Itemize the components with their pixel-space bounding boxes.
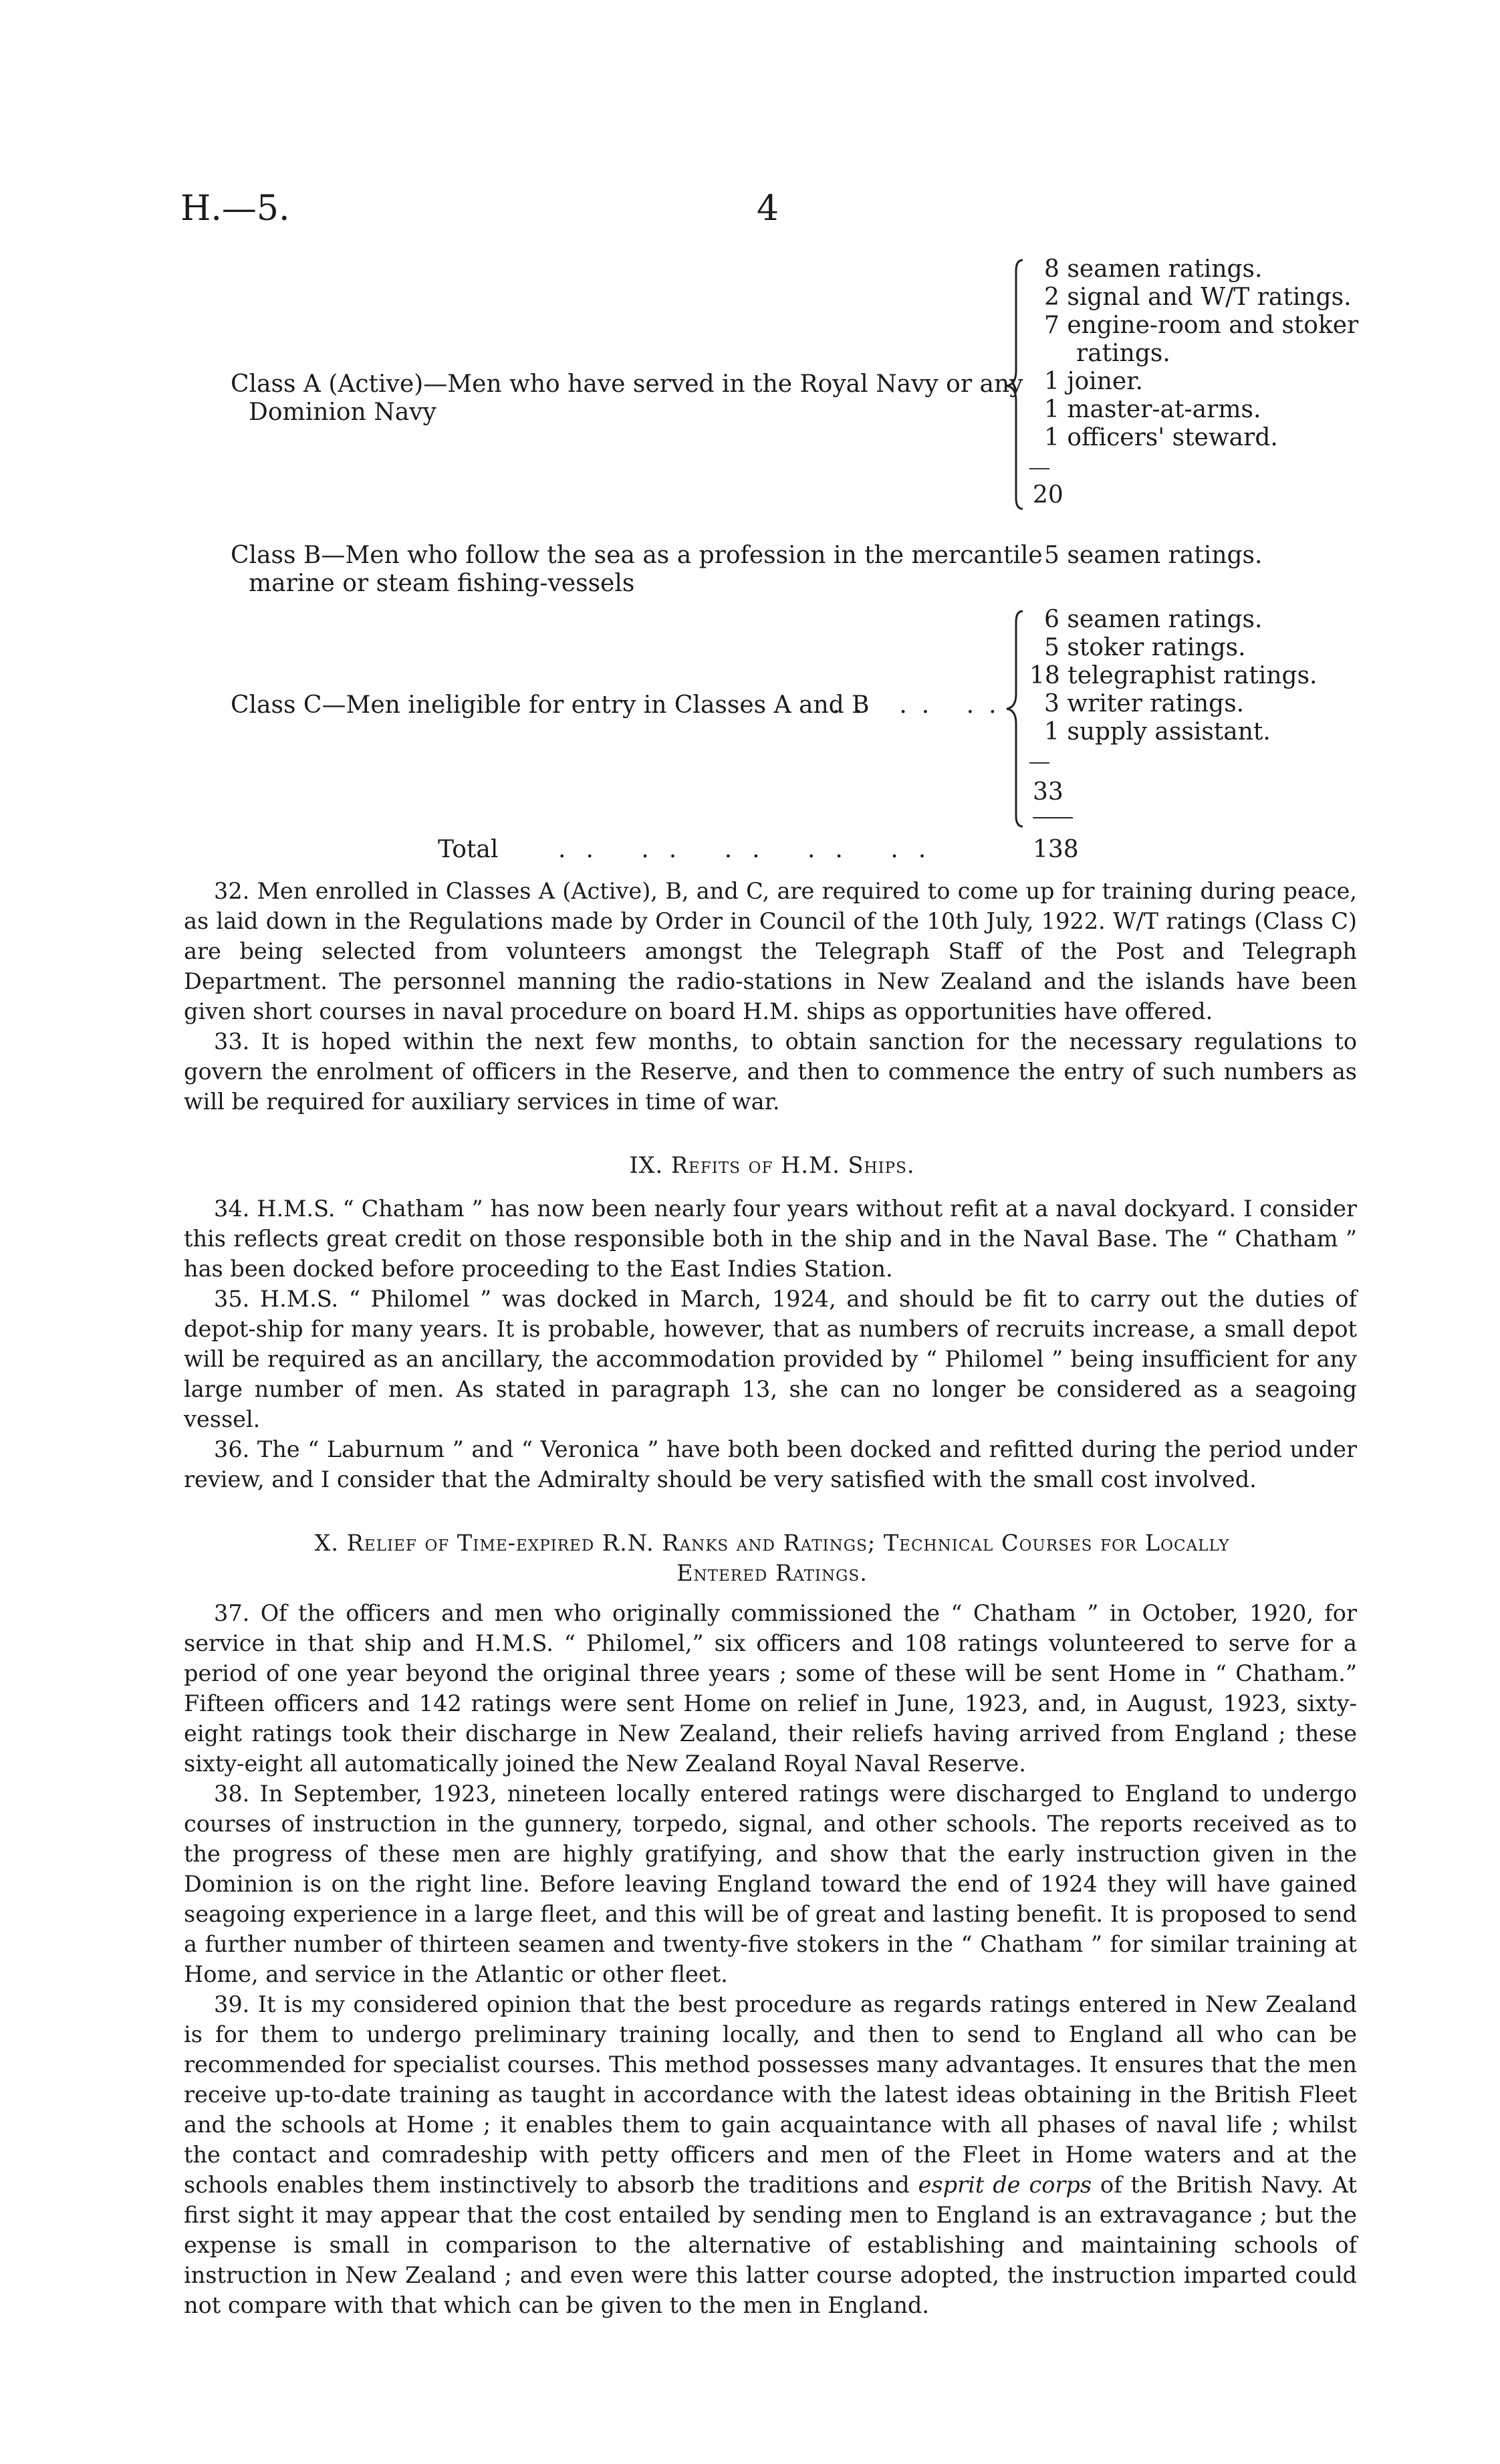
reserve-paragraphs	[184, 876, 1357, 1117]
class-a-item: 1 master-at-arms.	[1044, 396, 1261, 423]
paragraph-35: 35. H.M.S. “ Philomel ” was docked in March, 1924, and should be fit to carry out the duties of depot-ship for many years. It is probable, however, that as numbers of recruits increase, a small depot will be required as an ancillary, the accommodation provided by “ Philomel ” being insufficient for any large number of men. As stated in paragraph 13, she can no longer be considered as a seagoing vessel.	[184, 1286, 1357, 1432]
class-a-item: 7 engine-room and stoker	[1044, 312, 1359, 339]
paragraph-39-italic: esprit de corps	[918, 2172, 1092, 2198]
paragraph-38: 38. In September, 1923, nineteen locally entered ratings were discharged to England to undergo courses of instruction in the gunnery, torpedo, signal, and other schools. The reports received as to the progress of these men are highly gratifying, and show that the early instruction given in the Dominion is on the right line. Before leaving England toward the end of 1924 they will have gained seagoing experience in a large fleet, and this will be of great and lasting benefit. It is proposed to send a further number of thirteen seamen and twenty-five stokers in the “ Chatham ” for similar training at Home, and service in the Atlantic or other fleet.	[184, 1781, 1357, 1987]
class-a-brace	[1003, 257, 1029, 512]
class-c-item: 3 writer ratings.	[1044, 690, 1245, 717]
section-x-body	[184, 1598, 1357, 2320]
class-a-item: 1 officers' steward.	[1044, 424, 1278, 451]
class-c-total: 33	[1033, 778, 1064, 806]
class-a-item: 1 joiner.	[1044, 368, 1143, 395]
paragraph-36: 36. The “ Laburnum ” and “ Veronica ” have both been docked and refitted during the period under review, and I consider that the Admiralty should be very satisfied with the small cost involved.	[184, 1436, 1357, 1492]
class-a-subtotal-rule	[1029, 468, 1049, 469]
paragraph-39-part2: of the British Navy. At first sight it may appear that the cost entailed by sending men to England is an extravagance ; but the expense is small in comparison to the alternative of establishing and maintaining schools of instruction in New Zealand ; and even were this latter course adopted, the instruction imparted could not compare with that which can be given to the men in England.	[184, 2172, 1357, 2318]
class-c-item: 6 seamen ratings.	[1044, 606, 1263, 633]
page-number: 4	[757, 189, 779, 229]
paragraph-33: 33. It is hoped within the next few months, to obtain sanction for the necessary regulations to govern the enrolment of officers in the Reserve, and then to commence the entry of such numbers as will be required for auxiliary services in time of war.	[184, 1028, 1357, 1115]
paragraph-39-part1: 39. It is my considered opinion that the best procedure as regards ratings entered in New Zealand is for them to undergo preliminary training locally, and then to send to England all who can be recommended for specialist courses. This method possesses many advantages. It ensures that the men receive up-to-date training as taught in accordance with the latest ideas obtaining in the British Fleet and the schools at Home ; it enables them to gain acquaintance with all phases of naval life ; whilst the contact and comradeship with petty officers and men of the Fleet in Home waters and at the schools enables them instinctively to absorb the traditions and	[184, 1991, 1357, 2198]
class-c-subtotal-rule	[1029, 762, 1049, 764]
section-x-title	[167, 1528, 1377, 1588]
series-number: H.—5.	[180, 189, 290, 229]
class-a-item: 2 signal and W/T ratings.	[1044, 284, 1352, 311]
class-c-label: Class C—Men ineligible for entry in Classes A and B	[231, 691, 870, 719]
section-x-title-line2: Entered Ratings.	[676, 1560, 868, 1586]
class-b-label: Class B—Men who follow the sea as a profession in the mercantile	[231, 542, 1043, 569]
grand-total-value: 138	[1033, 836, 1079, 863]
grand-total-rule	[1033, 817, 1073, 818]
paragraph-37: 37. Of the officers and men who originally commissioned the “ Chatham ” in October, 1920, for service in that ship and H.M.S. “ Philomel,” six officers and 108 ratings volunteered to serve for a period of one year beyond the original three years ; some of these will be sent Home in “ Chatham.” Fifteen officers and 142 ratings were sent Home on relief in June, 1923, and, in August, 1923, sixty-eight ratings took their discharge in New Zealand, their reliefs having arrived from England ; these sixty-eight all automatically joined the New Zealand Royal Naval Reserve.	[184, 1600, 1357, 1777]
grand-total-label: Total	[438, 836, 499, 863]
class-c-leaders: .. .. ..	[832, 691, 1011, 719]
class-a-item: ratings.	[1076, 340, 1170, 367]
section-ix-title: IX. Refits of H.M. Ships.	[629, 1152, 915, 1178]
class-a-total: 20	[1033, 481, 1064, 509]
class-c-item: 5 stoker ratings.	[1044, 634, 1246, 661]
paragraph-34: 34. H.M.S. “ Chatham ” has now been nearly four years without refit at a naval dockyard. I consider this reflects great credit on those responsible both in the ship and in the Naval Base. The “ Chatham ” has been docked before proceeding to the East Indies Station.	[184, 1196, 1357, 1282]
grand-total-leaders: .. .. .. .. ..	[558, 836, 947, 863]
class-c-item: 1 supply assistant.	[1044, 718, 1271, 746]
class-c-brace	[1003, 608, 1029, 829]
class-c-item: 18 telegraphist ratings.	[1029, 662, 1318, 689]
section-ix-body	[184, 1194, 1357, 1494]
paragraph-32: 32. Men enrolled in Classes A (Active), B, and C, are required to come up for training during peace, as laid down in the Regulations made by Order in Council of the 10th July, 1922. W/T ratings (Class C) are being selected from volunteers amongst the Telegraph Staff of the Post and Telegraph Department. The personnel manning the radio-stations in New Zealand and the islands have been given short courses in naval procedure on board H.M. ships as opportunities have offered.	[184, 878, 1357, 1024]
class-b-label-cont: marine or steam fishing-vessels	[249, 570, 635, 597]
class-a-label: Class A (Active)—Men who have served in the Royal Navy or any	[231, 370, 1023, 398]
class-a-label-cont: Dominion Navy	[249, 399, 436, 426]
section-x-title-line1: X. Relief of Time-expired R.N. Ranks and Ratings; Technical Courses for Locally	[314, 1530, 1230, 1556]
class-b-item: 5 seamen ratings.	[1044, 542, 1263, 569]
paragraph-39	[184, 1989, 1357, 2320]
class-a-item: 8 seamen ratings.	[1044, 255, 1263, 283]
